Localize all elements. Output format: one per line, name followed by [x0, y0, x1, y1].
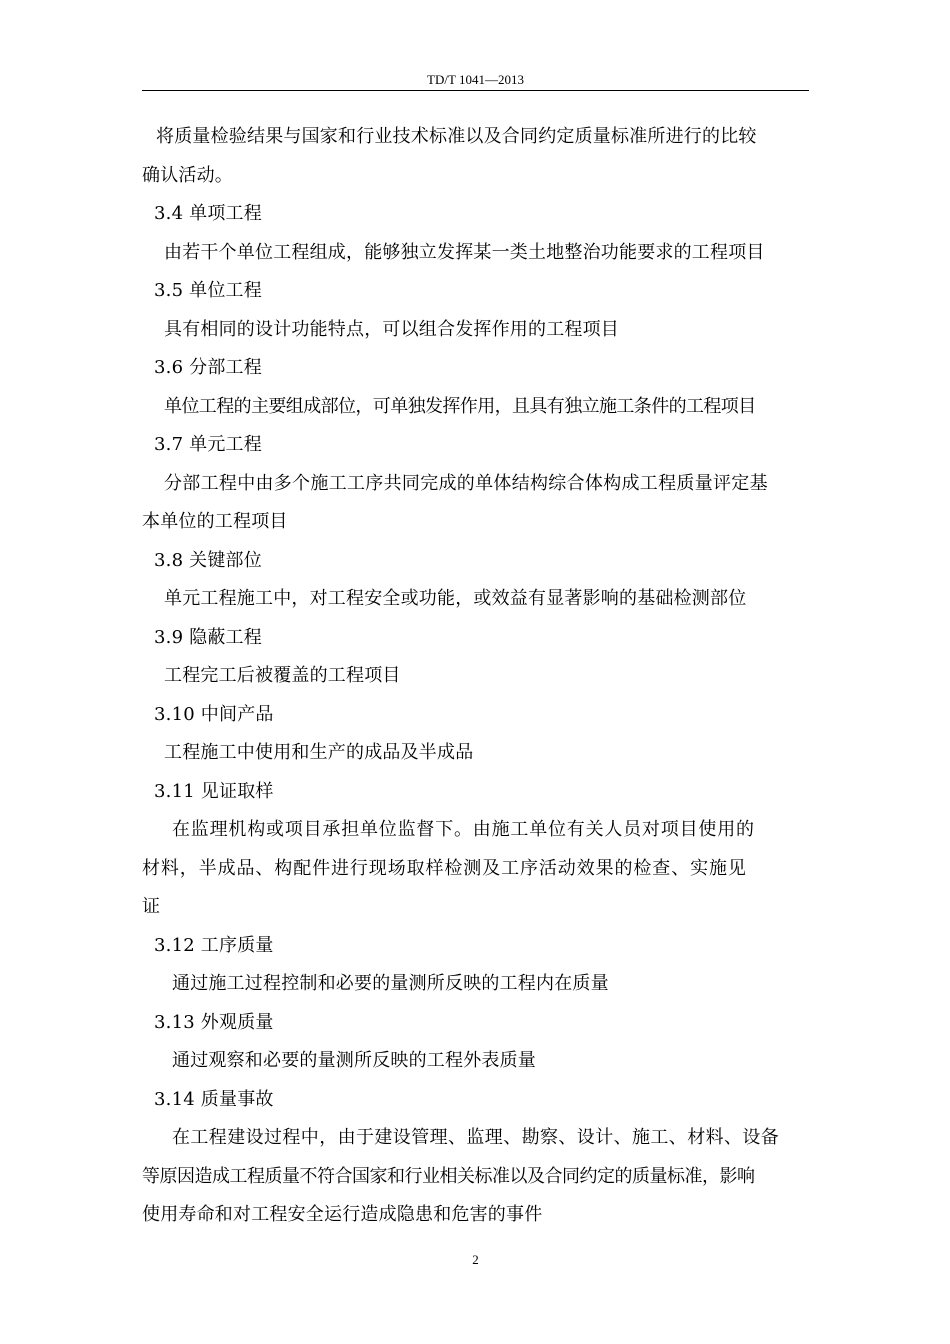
section-heading-3-11: 3.11 见证取样 — [154, 780, 274, 802]
header-rule — [142, 90, 809, 91]
paragraph-line: 使用寿命和对工程安全运行造成隐患和危害的事件 — [142, 1204, 543, 1225]
paragraph-line: 通过施工过程控制和必要的量测所反映的工程内在质量 — [172, 973, 609, 994]
paragraph-line: 由若干个单位工程组成，能够独立发挥某一类土地整治功能要求的工程项目 — [164, 241, 765, 263]
paragraph-line: 材料，半成品、构配件进行现场取样检测及工序活动效果的检查、实施见 — [142, 857, 747, 879]
paragraph-line: 在工程建设过程中，由于建设管理、监理、勘察、设计、施工、材料、设备 — [172, 1127, 780, 1148]
paragraph-line: 通过观察和必要的量测所反映的工程外表质量 — [172, 1050, 536, 1071]
paragraph-line: 本单位的工程项目 — [142, 511, 288, 532]
paragraph-line: 分部工程中由多个施工工序共同完成的单体结构综合体构成工程质量评定基 — [164, 472, 768, 494]
section-heading-3-13: 3.13 外观质量 — [154, 1011, 274, 1033]
paragraph-line: 证 — [142, 896, 161, 917]
paragraph-line: 单元工程施工中，对工程安全或功能，或效益有显著影响的基础检测部位 — [164, 588, 747, 609]
document-body — [142, 122, 812, 1239]
paragraph-line: 将质量检验结果与国家和行业技术标准以及合同约定质量标准所进行的比较 — [156, 126, 757, 147]
section-heading-3-8: 3.8 关键部位 — [154, 549, 262, 571]
section-heading-3-10: 3.10 中间产品 — [154, 703, 274, 725]
section-heading-3-6: 3.6 分部工程 — [154, 357, 262, 378]
section-heading-3-4: 3.4 单项工程 — [154, 203, 262, 224]
running-header: TD/T 1041—2013 — [427, 72, 524, 87]
paragraph-line: 等原因造成工程质量不符合国家和行业相关标准以及合同约定的质量标准，影响 — [142, 1165, 755, 1187]
paragraph-line: 具有相同的设计功能特点，可以组合发挥作用的工程项目 — [164, 318, 619, 340]
section-heading-3-9: 3.9 隐蔽工程 — [154, 626, 262, 648]
paragraph-line: 确认活动。 — [142, 164, 233, 186]
paragraph-line: 在监理机构或项目承担单位监督下。由施工单位有关人员对项目使用的 — [172, 819, 755, 840]
section-heading-3-14: 3.14 质量事故 — [154, 1088, 274, 1110]
section-heading-3-5: 3.5 单位工程 — [154, 280, 262, 301]
section-heading-3-7: 3.7 单元工程 — [154, 434, 262, 455]
paragraph-line: 工程施工中使用和生产的成品及半成品 — [164, 742, 474, 763]
page-number: 2 — [472, 1252, 479, 1267]
paragraph-line: 单位工程的主要组成部位，可单独发挥作用，且具有独立施工条件的工程项目 — [164, 395, 756, 417]
section-heading-3-12: 3.12 工序质量 — [154, 934, 274, 956]
paragraph-line: 工程完工后被覆盖的工程项目 — [164, 665, 401, 686]
